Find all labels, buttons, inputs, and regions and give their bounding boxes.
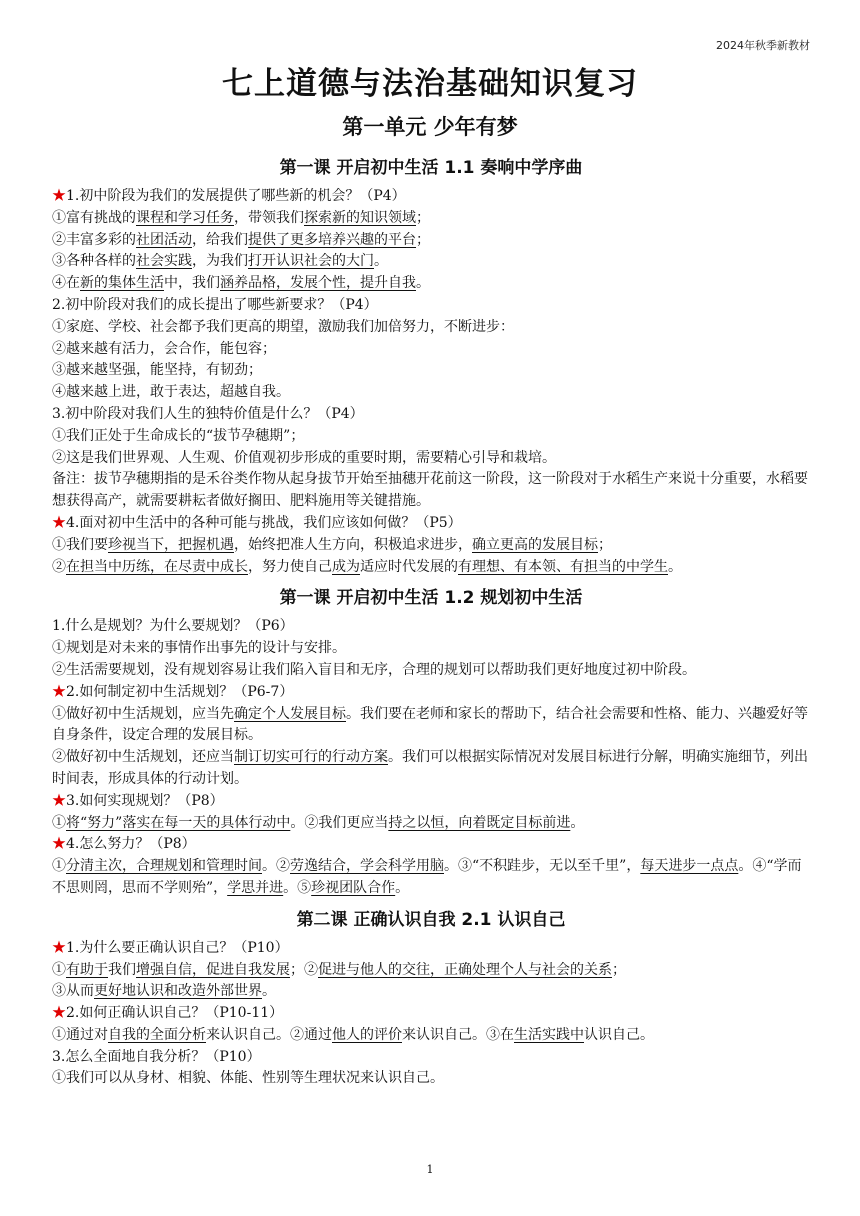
text-line <box>52 1047 810 1069</box>
text-line <box>52 186 810 208</box>
key-phrase: 探索新的知识领域 <box>304 209 416 226</box>
key-phrase: 每天进步一点点 <box>640 858 739 875</box>
key-phrase: 涵养品格，发展个性，提升自我 <box>220 275 416 292</box>
key-phrase: 有助于 <box>66 961 108 978</box>
text-segment: ④在 <box>52 275 80 292</box>
star-icon: ★ <box>52 514 66 531</box>
text-line <box>52 208 810 230</box>
text-segment: ； <box>612 961 626 978</box>
star-icon: ★ <box>52 836 66 853</box>
text-segment: 中，我们 <box>164 275 220 292</box>
text-segment: 。③“不积跬步，无以至千里”， <box>444 858 641 875</box>
text-line <box>52 339 810 361</box>
text-segment: 。② <box>262 858 290 875</box>
text-segment: ，始终把准人生方向，积极追求进步， <box>234 536 472 553</box>
text-segment: ②越来越有活力，会合作，能包容； <box>52 340 276 357</box>
text-line <box>52 747 810 791</box>
text-line <box>52 638 810 660</box>
text-segment: ，为我们 <box>192 253 248 270</box>
key-phrase: 更好地认识和改造外部世界 <box>94 983 262 1000</box>
star-icon: ★ <box>52 683 66 700</box>
text-segment: 。⑤ <box>283 879 312 896</box>
text-segment: 。 <box>668 558 682 575</box>
text-line <box>52 813 810 835</box>
text-segment: ① <box>52 858 66 875</box>
text-segment: 。我们要在老师和家长的帮助下，结合社会需要和性格、能力、兴趣爱好等自身条件，设定合理的发展目标。 <box>52 705 808 744</box>
text-segment: ①规划是对未来的事情作出事先的设计与安排。 <box>52 640 346 657</box>
key-phrase: 社会实践 <box>136 253 192 270</box>
text-segment: ，带领我们 <box>234 209 304 226</box>
text-line <box>52 273 810 295</box>
key-phrase: 确立更高的发展目标 <box>472 536 598 553</box>
key-phrase: 成为 <box>332 558 360 575</box>
text-line <box>52 938 810 960</box>
text-segment: 。 <box>374 253 388 270</box>
text-line <box>52 981 810 1003</box>
key-phrase: 打开认识社会的大门 <box>248 253 374 270</box>
star-icon: ★ <box>52 792 66 809</box>
text-line <box>52 448 810 470</box>
text-segment: 来认识自己。③在 <box>402 1026 514 1043</box>
star-icon: ★ <box>52 939 66 956</box>
key-phrase: 有理想、有本领、有担当的中学生 <box>458 558 668 575</box>
document-title: 七上道德与法治基础知识复习 <box>222 66 638 102</box>
key-phrase: 制订切实可行的行动方案 <box>234 749 388 766</box>
key-phrase: 劳逸结合，学会科学用脑 <box>290 858 444 875</box>
unit-title: 第一单元 少年有梦 <box>342 115 518 139</box>
text-segment: ；② <box>290 961 318 978</box>
text-segment: 。我们可以根据实际情况对发展目标进行分解，明确实施细节，列出时间表，形成具体的行动计划。 <box>52 749 808 787</box>
text-segment: ①我们正处于生命成长的“拔节孕穗期”； <box>52 427 305 444</box>
key-phrase: 珍视当下，把握机遇 <box>108 536 234 553</box>
text-segment: 。②我们更应当 <box>290 814 389 831</box>
key-phrase: 促进与他人的交往，正确处理个人与社会的关系 <box>318 961 612 978</box>
section-heading: 第二课 正确认识自我 2.1 认识自己 <box>296 909 566 930</box>
key-phrase: 珍视团队合作 <box>311 879 396 896</box>
text-segment: 。 <box>416 275 430 292</box>
text-line <box>52 660 810 682</box>
text-segment: ①通过对 <box>52 1026 108 1043</box>
text-line <box>52 1068 810 1090</box>
text-segment: 1.为什么要正确认识自己？（P10） <box>66 939 289 956</box>
key-phrase: 自我的全面分析 <box>108 1026 206 1043</box>
text-segment: 2.如何正确认识自己？（P10-11） <box>66 1005 284 1022</box>
text-segment: ③各种各样的 <box>52 253 136 270</box>
text-line <box>52 295 810 317</box>
text-segment: 备注：拔节孕穗期指的是禾谷类作物从起身拔节开始至抽穗开花前这一阶段，这一阶段对于水稻生产来说十分重要，水稻要想获得高产，就需要耕耘者做好搁田、肥料施用等关键措施。 <box>52 471 808 510</box>
text-segment: 1.什么是规划？为什么要规划？（P6） <box>52 618 294 635</box>
text-segment: ①我们可以从身材、相貌、体能、性别等生理状况来认识自己。 <box>52 1070 444 1087</box>
text-line <box>52 856 810 900</box>
text-segment: 。 <box>570 814 585 831</box>
text-line <box>52 557 810 579</box>
text-segment: ，给我们 <box>192 231 248 248</box>
text-segment: ①家庭、学校、社会都予我们更高的期望，激励我们加倍努力，不断进步： <box>52 318 514 335</box>
text-line <box>52 404 810 426</box>
text-segment: ② <box>52 558 66 575</box>
text-segment: 1.初中阶段为我们的发展提供了哪些新的机会？（P4） <box>66 188 406 204</box>
key-phrase: 确定个人发展目标 <box>234 705 346 722</box>
key-phrase: 新的集体生活 <box>80 275 164 292</box>
key-phrase: 他人的评价 <box>332 1026 402 1043</box>
key-phrase: 社团活动 <box>136 231 192 248</box>
text-segment: ①做好初中生活规划，应当先 <box>52 705 234 722</box>
text-line <box>52 616 810 638</box>
key-phrase: 课程和学习任务 <box>136 209 234 226</box>
key-phrase: 持之以恒，向着既定目标前进 <box>388 814 571 831</box>
text-line <box>52 682 810 704</box>
text-line <box>52 1025 810 1047</box>
key-phrase: 将“努力”落实在每一天的具体行动中 <box>66 814 291 831</box>
text-line <box>52 251 810 273</box>
edition-label: 2024年秋季新教材 <box>716 39 810 52</box>
text-line <box>52 317 810 339</box>
key-phrase: 生活实践中 <box>514 1026 584 1043</box>
text-segment: 。④“学而不思则罔，思而不学则殆”， <box>52 858 802 896</box>
text-line <box>52 469 810 513</box>
text-segment: 4.面对初中生活中的各种可能与挑战，我们应该如何做？（P5） <box>66 514 462 531</box>
text-line <box>52 382 810 404</box>
key-phrase: 分清主次，合理规划和管理时间 <box>66 858 262 875</box>
text-line <box>52 704 810 748</box>
text-segment: 。 <box>395 879 410 896</box>
text-segment: ； <box>416 209 430 226</box>
text-segment: 。 <box>262 983 276 1000</box>
text-line <box>52 791 810 813</box>
text-segment: 4.怎么努力？（P8） <box>66 836 196 853</box>
text-line <box>52 535 810 557</box>
text-segment: ① <box>52 814 66 831</box>
text-segment: ，努力使自己 <box>248 558 332 575</box>
text-segment: 来认识自己。②通过 <box>206 1026 332 1043</box>
document-body <box>52 150 810 1090</box>
text-line <box>52 230 810 252</box>
text-segment: 2.初中阶段对我们的成长提出了哪些新要求？（P4） <box>52 296 378 313</box>
key-phrase: 提供了更多培养兴趣的平台 <box>248 231 416 248</box>
text-segment: ②做好初中生活规划，还应当 <box>52 749 234 766</box>
text-segment: ②生活需要规划，没有规划容易让我们陷入盲目和无序，合理的规划可以帮助我们更好地度过初中阶段。 <box>52 661 696 678</box>
text-segment: ③越来越坚强，能坚持，有韧劲； <box>52 362 262 379</box>
text-line <box>52 513 810 535</box>
text-segment: 2.如何制定初中生活规划？（P6-7） <box>66 683 294 700</box>
text-segment: ； <box>416 231 430 248</box>
text-segment: 适应时代发展的 <box>360 558 458 575</box>
text-segment: ②这是我们世界观、人生观、价值观初步形成的重要时期，需要精心引导和栽培。 <box>52 449 556 466</box>
text-segment: ④越来越上进，敢于表达，超越自我。 <box>52 384 290 401</box>
text-line <box>52 426 810 448</box>
star-icon: ★ <box>52 188 66 204</box>
key-phrase: 学思并进 <box>227 879 284 896</box>
section-heading: 第一课 开启初中生活 1.2 规划初中生活 <box>279 588 583 609</box>
text-segment: ； <box>598 536 612 553</box>
text-segment: ②丰富多彩的 <box>52 231 136 248</box>
text-segment: ①我们要 <box>52 536 108 553</box>
text-segment: 3.初中阶段对我们人生的独特价值是什么？（P4） <box>52 405 364 422</box>
text-line <box>52 1003 810 1025</box>
text-segment: 3.如何实现规划？（P8） <box>66 792 224 809</box>
text-segment: ① <box>52 961 66 978</box>
key-phrase: 增强自信，促进自我发展 <box>136 961 290 978</box>
section-heading: 第一课 开启初中生活 1.1 奏响中学序曲 <box>279 158 583 178</box>
star-icon: ★ <box>52 1005 66 1022</box>
text-segment: 3.怎么全面地自我分析？（P10） <box>52 1048 261 1065</box>
key-phrase: 在担当中历练，在尽责中成长 <box>66 558 248 575</box>
page-number: 1 <box>426 1163 434 1176</box>
text-line <box>52 960 810 982</box>
text-line <box>52 360 810 382</box>
text-segment: ①富有挑战的 <box>52 209 136 226</box>
text-line <box>52 834 810 856</box>
text-segment: 我们 <box>108 961 136 978</box>
text-segment: ③从而 <box>52 983 94 1000</box>
text-segment: 认识自己。 <box>584 1026 654 1043</box>
